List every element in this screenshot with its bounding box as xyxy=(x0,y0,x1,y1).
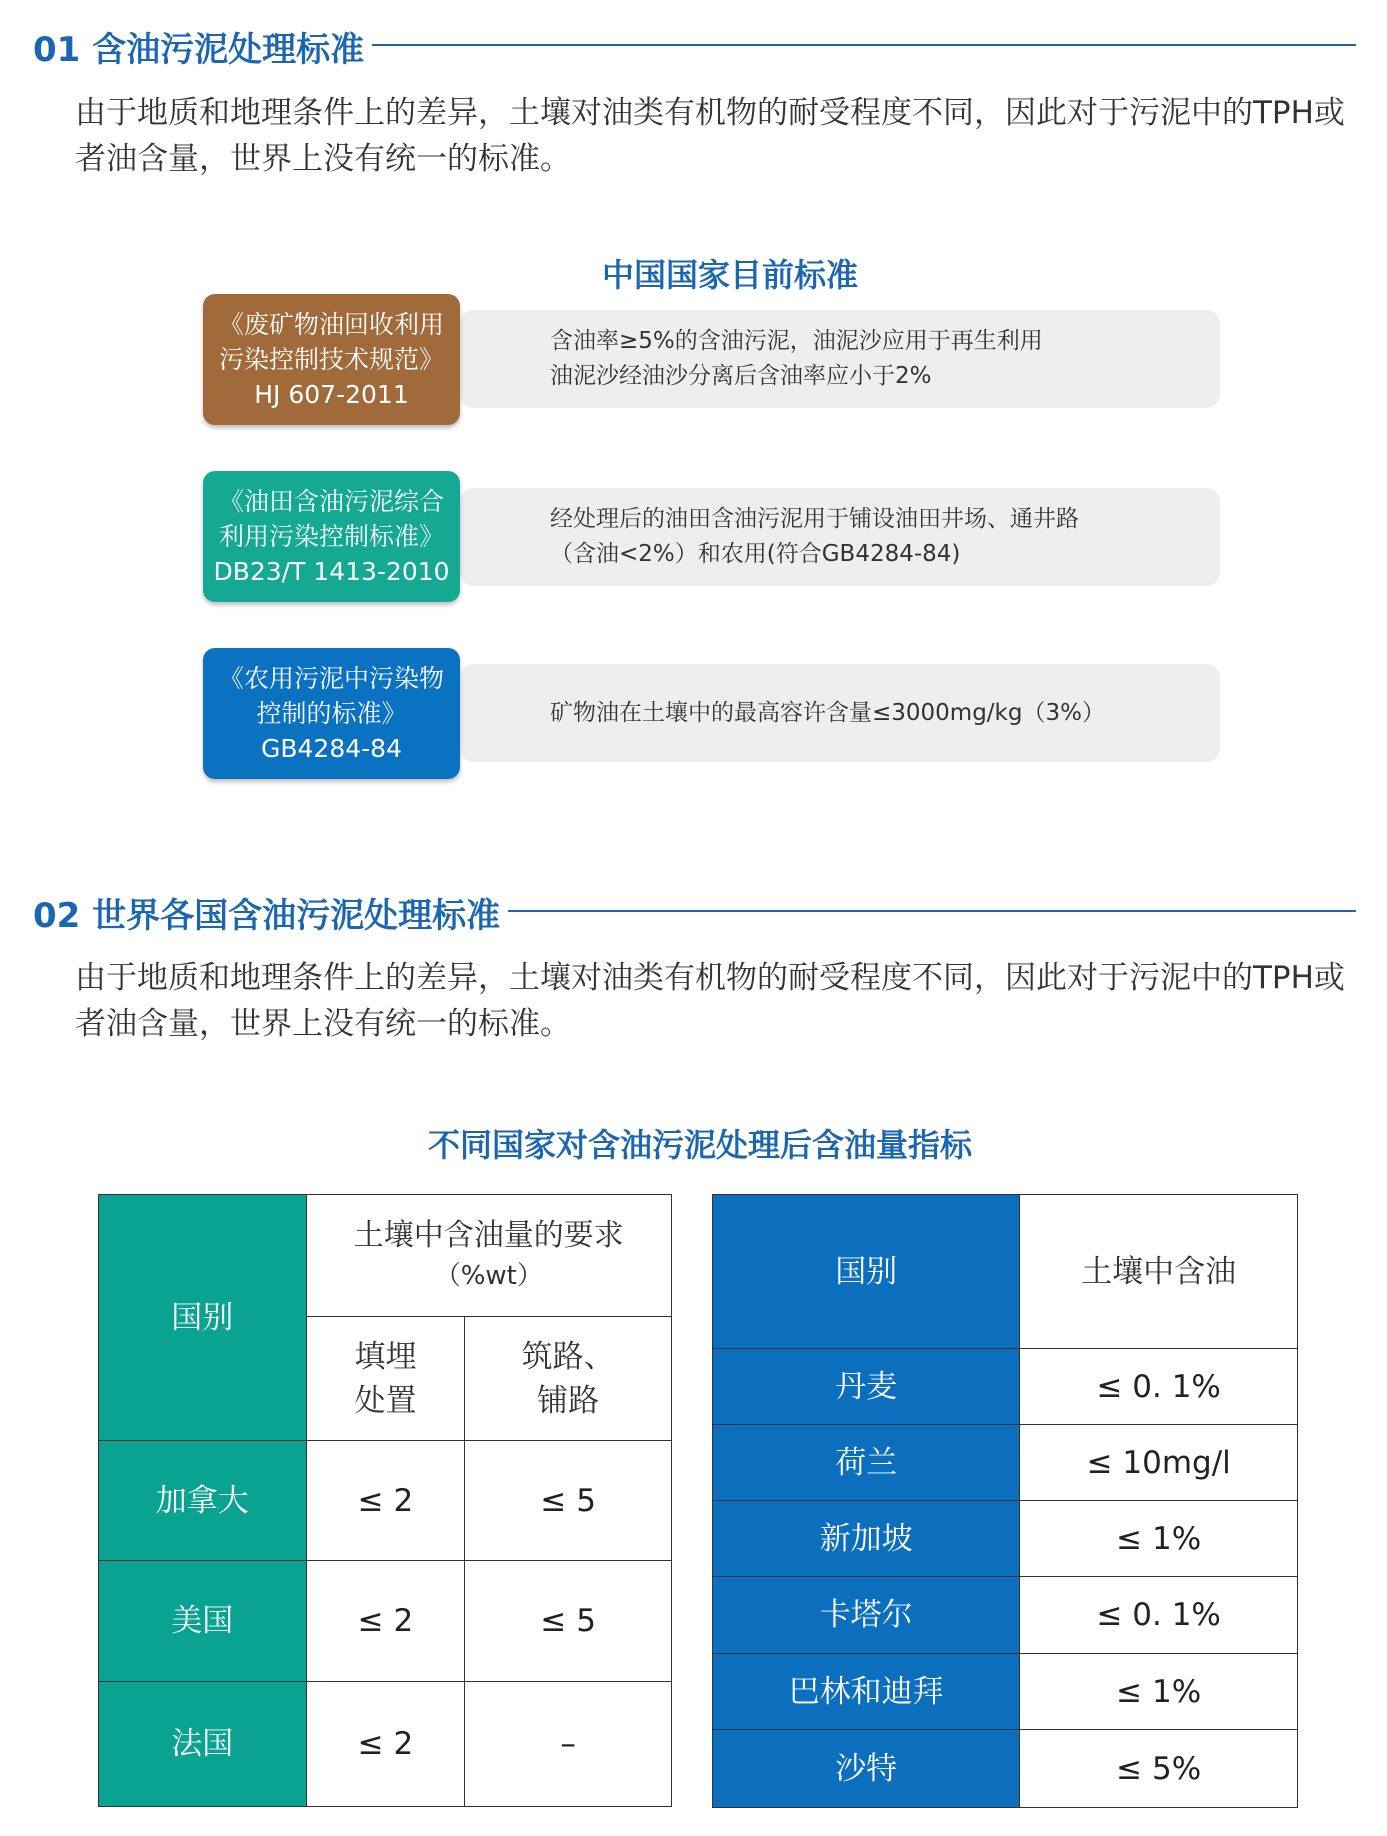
standard-name-line: HJ 607-2011 xyxy=(254,380,409,409)
header-road-line1: 筑路、 xyxy=(521,1338,615,1375)
header-soil-oil: 土壤中含油 xyxy=(1020,1195,1298,1349)
section1-divider xyxy=(372,44,1356,46)
road-value: ≤ 5 xyxy=(465,1561,672,1682)
section1-paragraph: 由于地质和地理条件上的差异，土壤对油类有机物的耐受程度不同，因此对于污泥中的TPH或者油含量，世界上没有统一的标准。 xyxy=(75,95,1345,177)
header-country: 国别 xyxy=(99,1195,307,1441)
road-value: – xyxy=(465,1682,672,1807)
table-row xyxy=(99,1561,672,1682)
oil-value: ≤ 0. 1% xyxy=(1020,1349,1298,1425)
table-row xyxy=(713,1425,1298,1501)
landfill-value: ≤ 2 xyxy=(306,1682,465,1807)
standard-name-line: 《油田含油污泥综合 xyxy=(218,487,444,516)
section2-paragraph: 由于地质和地理条件上的差异，土壤对油类有机物的耐受程度不同，因此对于污泥中的TPH或者油含量，世界上没有统一的标准。 xyxy=(75,960,1345,1042)
oil-value: ≤ 10mg/l xyxy=(1020,1425,1298,1501)
world-standards-title: 不同国家对含油污泥处理后含油量指标 xyxy=(427,1126,972,1164)
country-cell: 丹麦 xyxy=(713,1349,1020,1425)
oil-value: ≤ 5% xyxy=(1020,1730,1298,1808)
section2-title: 02 世界各国含油污泥处理标准 xyxy=(33,896,501,936)
country-cell: 法国 xyxy=(99,1682,307,1807)
road-value: ≤ 5 xyxy=(465,1441,672,1561)
oil-value: ≤ 1% xyxy=(1020,1501,1298,1577)
country-cell: 卡塔尔 xyxy=(713,1577,1020,1654)
table-row xyxy=(713,1349,1298,1425)
section2-divider xyxy=(508,910,1356,912)
standard-description xyxy=(460,664,1220,762)
standard-name-badge xyxy=(203,294,460,425)
oil-value: ≤ 0. 1% xyxy=(1020,1577,1298,1654)
header-oil-requirement xyxy=(306,1195,671,1317)
table-country-oil xyxy=(712,1194,1298,1808)
table-row xyxy=(99,1682,672,1807)
country-cell: 沙特 xyxy=(713,1730,1020,1808)
landfill-value: ≤ 2 xyxy=(306,1561,465,1682)
table-country-requirements xyxy=(98,1194,672,1807)
header-road-line2: 铺路 xyxy=(537,1382,600,1419)
header-oil-requirement-label: 土壤中含油量的要求 xyxy=(353,1217,624,1253)
standard-description xyxy=(460,310,1220,408)
country-cell: 巴林和迪拜 xyxy=(713,1654,1020,1730)
header-road xyxy=(465,1317,672,1441)
standard-name-line: GB4284-84 xyxy=(261,734,402,763)
standard-name-line: 《农用污泥中污染物 xyxy=(218,664,444,693)
table-row xyxy=(713,1501,1298,1577)
standard-name-line: 控制的标准》 xyxy=(256,699,407,728)
standard-description-line: 含油率≥5%的含油污泥，油泥沙应用于再生利用 xyxy=(550,328,1043,354)
table-row xyxy=(713,1577,1298,1654)
china-standards-title: 中国国家目前标准 xyxy=(601,256,858,294)
landfill-value: ≤ 2 xyxy=(306,1441,465,1561)
header-country: 国别 xyxy=(713,1195,1020,1349)
standard-description-line: （含油<2%）和农用(符合GB4284-84) xyxy=(550,541,961,567)
standard-name-badge xyxy=(203,648,460,779)
country-cell: 荷兰 xyxy=(713,1425,1020,1501)
standard-name-line: 利用污染控制标准》 xyxy=(218,522,444,551)
standard-description-line: 油泥沙经油沙分离后含油率应小于2% xyxy=(550,363,932,389)
standard-description-line: 经处理后的油田含油污泥用于铺设油田井场、通井路 xyxy=(550,506,1079,532)
standard-name-badge xyxy=(203,471,460,602)
header-oil-requirement-unit: （%wt） xyxy=(434,1260,543,1291)
standard-description-line: 矿物油在土壤中的最高容许含量≤3000mg/kg（3%） xyxy=(550,699,1105,726)
header-landfill-line1: 填埋 xyxy=(354,1338,417,1375)
table-row xyxy=(713,1654,1298,1730)
standard-description xyxy=(460,488,1220,586)
country-cell: 新加坡 xyxy=(713,1501,1020,1577)
table-row xyxy=(99,1441,672,1561)
oil-value: ≤ 1% xyxy=(1020,1654,1298,1730)
standard-name-line: 《废矿物油回收利用 xyxy=(218,310,444,339)
country-cell: 美国 xyxy=(99,1561,307,1682)
section1-title: 01 含油污泥处理标准 xyxy=(33,30,365,70)
table-row xyxy=(713,1730,1298,1808)
header-landfill-line2: 处置 xyxy=(354,1382,417,1419)
standard-name-line: DB23/T 1413-2010 xyxy=(213,557,450,586)
header-landfill xyxy=(306,1317,465,1441)
country-cell: 加拿大 xyxy=(99,1441,307,1561)
standard-name-line: 污染控制技术规范》 xyxy=(218,345,444,374)
